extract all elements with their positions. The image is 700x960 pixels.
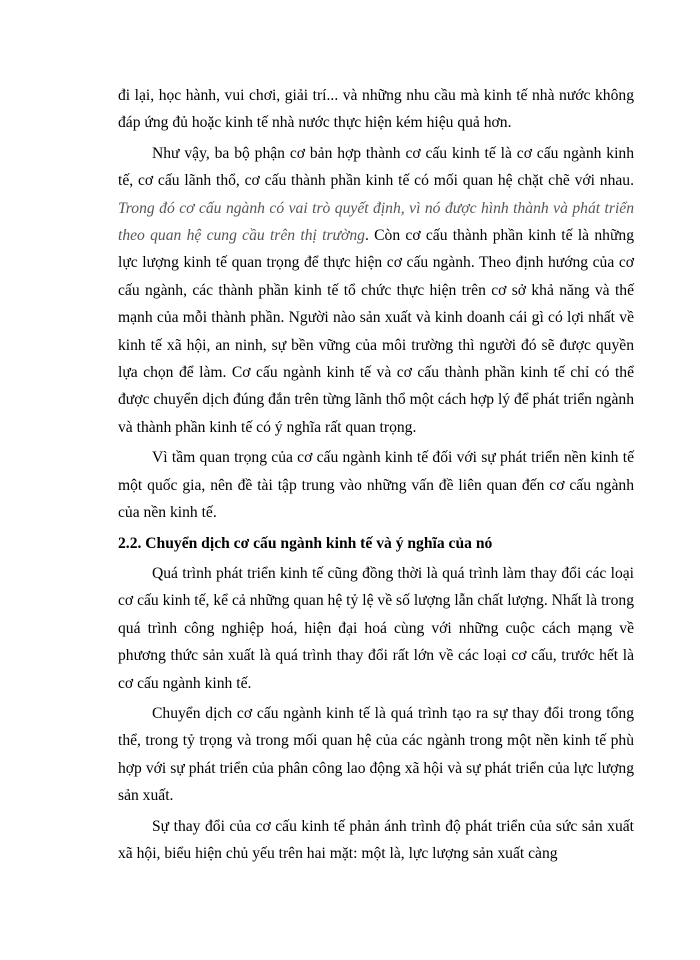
paragraph-text-end: . Còn cơ cấu thành phần kinh tế là những lực lượng kinh tế quan trọng để thực hiện cơ cấu ngành. Theo định hướng của cơ cấu ngành, các thành phần kinh tế tổ chức thực hiện trên cơ sở khả năng và thế mạnh của mỗi thành phần. Người nào sản xuất và kinh doanh cái gì có lợi nhất về kinh tế xã hội, an ninh, sự bền vững của môi trường thì người đó sẽ được quyền lựa chọn để làm. Cơ cấu ngành kinh tế và cơ cấu thành phần kinh tế chỉ có thể được chuyển dịch đúng đắn trên từng lãnh thổ một cách hợp lý để phát triển ngành và thành phần kinh tế có ý nghĩa rất quan trọng.	[118, 227, 634, 436]
paragraph-reflection: Sự thay đổi của cơ cấu kinh tế phản ánh trình độ phát triển của sức sản xuất xã hội, biểu hiện chủ yếu trên hai mặt: một là, lực lượng sản xuất càng	[118, 817, 634, 862]
section-heading: 2.2. Chuyển dịch cơ cấu ngành kinh tế và ý nghĩa của nó	[118, 534, 493, 552]
paragraph-definition: Chuyển dịch cơ cấu ngành kinh tế là quá trình tạo ra sự thay đổi trong tổng thể, trong tỷ trọng và trong mối quan hệ của các ngành trong một nền kinh tế phù hợp với sự phát triển của phân công lao động xã hội và sự phát triển của lực lượng sản xuất.	[118, 704, 634, 805]
paragraph-continuation: đi lại, học hành, vui chơi, giải trí... và những nhu cầu mà kinh tế nhà nước không đáp ứng đủ hoặc kinh tế nhà nước thực hiện kém hiệu quả hơn.	[118, 87, 634, 132]
paragraph-development-process: Quá trình phát triển kinh tế cũng đồng thời là quá trình làm thay đổi các loại cơ cấu kinh tế, kể cả những quan hệ tỷ lệ về số lượng lẫn chất lượng. Nhất là trong quá trình công nghiệp hoá, hiện đại hoá cùng với những cuộc cách mạng về phương thức sản xuất là quá trình thay đổi rất lớn về các loại cơ cấu, trước hết là cơ cấu ngành kinh tế.	[118, 564, 634, 692]
document-page	[118, 82, 634, 867]
emphasized-sentence: Trong đó cơ cấu ngành có vai trò quyết định, vì nó được hình thành và phát triển theo quan hệ cung cầu trên thị trường	[118, 199, 634, 245]
paragraph-importance: Vì tầm quan trọng của cơ cấu ngành kinh tế đối với sự phát triển nền kinh tế một quốc gia, nên đề tài tập trung vào những vấn đề liên quan đến cơ cấu ngành của nền kinh tế.	[118, 449, 634, 522]
paragraph-structure-relations	[118, 140, 634, 441]
paragraph-text-start: Như vậy, ba bộ phận cơ bản hợp thành cơ cấu kinh tế là cơ cấu ngành kinh tế, cơ cấu lãnh thổ, cơ cấu thành phần kinh tế có mối quan hệ chặt chẽ với nhau.	[118, 144, 634, 190]
